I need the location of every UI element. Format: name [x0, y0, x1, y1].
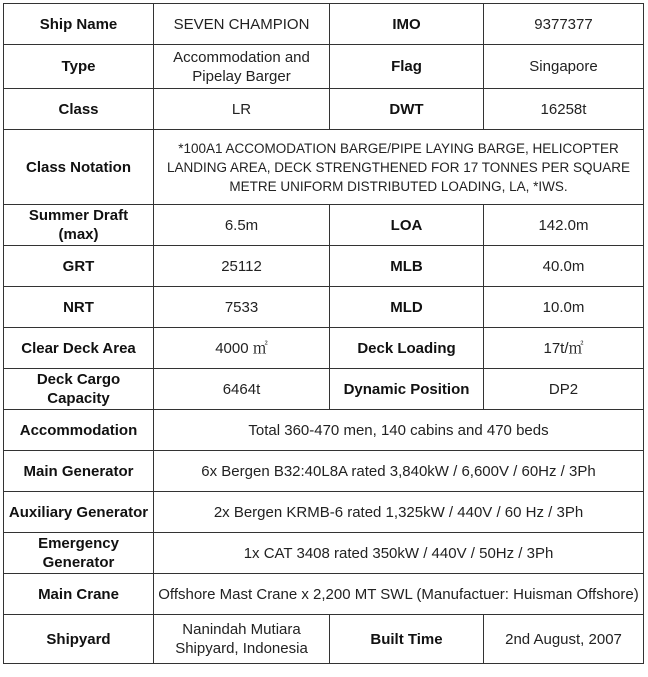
table-row [4, 410, 644, 451]
value-class-notation: *100A1 ACCOMODATION BARGE/PIPE LAYING BARGE, HELICOPTER LANDING AREA, DECK STRENGTHENED FOR 17 TONNES PER SQUARE METRE UNIFORM DISTRIBUTED LOADING, LA, *IWS. [154, 130, 644, 205]
label-auxiliary-generator: Auxiliary Generator [4, 492, 154, 533]
value-main-crane: Offshore Mast Crane x 2,200 MT SWL (Manufactuer: Huisman Offshore) [154, 574, 644, 615]
value-built-time: 2nd August, 2007 [484, 615, 644, 664]
table-row [4, 246, 644, 287]
table-row [4, 451, 644, 492]
table-row [4, 328, 644, 369]
value-main-generator: 6x Bergen B32:40L8A rated 3,840kW / 6,600V / 60Hz / 3Ph [154, 451, 644, 492]
value-loa: 142.0m [484, 205, 644, 246]
label-built-time: Built Time [330, 615, 484, 664]
value-mlb: 40.0m [484, 246, 644, 287]
table-row [4, 492, 644, 533]
label-shipyard: Shipyard [4, 615, 154, 664]
value-clear-deck-area: 4000 ㎡ [154, 328, 330, 369]
value-deck-cargo-capacity: 6464t [154, 369, 330, 410]
value-dwt: 16258t [484, 89, 644, 130]
value-dynamic-position: DP2 [484, 369, 644, 410]
label-clear-deck-area: Clear Deck Area [4, 328, 154, 369]
value-auxiliary-generator: 2x Bergen KRMB-6 rated 1,325kW / 440V / 60 Hz / 3Ph [154, 492, 644, 533]
value-emergency-generator: 1x CAT 3408 rated 350kW / 440V / 50Hz / 3Ph [154, 533, 644, 574]
table-row [4, 89, 644, 130]
table-row [4, 205, 644, 246]
label-summer-draft: Summer Draft (max) [4, 205, 154, 246]
table-row [4, 574, 644, 615]
label-deck-loading: Deck Loading [330, 328, 484, 369]
table-row [4, 130, 644, 205]
label-main-generator: Main Generator [4, 451, 154, 492]
label-emergency-generator: Emergency Generator [4, 533, 154, 574]
value-mld: 10.0m [484, 287, 644, 328]
label-mlb: MLB [330, 246, 484, 287]
label-nrt: NRT [4, 287, 154, 328]
ship-spec-table [3, 3, 644, 664]
value-nrt: 7533 [154, 287, 330, 328]
label-class-notation: Class Notation [4, 130, 154, 205]
label-class: Class [4, 89, 154, 130]
value-deck-loading: 17t/㎡ [484, 328, 644, 369]
value-shipyard: Nanindah Mutiara Shipyard, Indonesia [154, 615, 330, 664]
label-dwt: DWT [330, 89, 484, 130]
value-summer-draft: 6.5m [154, 205, 330, 246]
label-deck-cargo-capacity: Deck Cargo Capacity [4, 369, 154, 410]
value-type: Accommodation and Pipelay Barger [154, 45, 330, 89]
label-main-crane: Main Crane [4, 574, 154, 615]
label-mld: MLD [330, 287, 484, 328]
label-imo: IMO [330, 4, 484, 45]
table-row [4, 45, 644, 89]
table-row [4, 533, 644, 574]
value-class: LR [154, 89, 330, 130]
label-flag: Flag [330, 45, 484, 89]
label-grt: GRT [4, 246, 154, 287]
label-type: Type [4, 45, 154, 89]
value-grt: 25112 [154, 246, 330, 287]
value-flag: Singapore [484, 45, 644, 89]
table-row [4, 287, 644, 328]
table-row [4, 369, 644, 410]
value-imo: 9377377 [484, 4, 644, 45]
label-ship-name: Ship Name [4, 4, 154, 45]
label-accommodation: Accommodation [4, 410, 154, 451]
label-dynamic-position: Dynamic Position [330, 369, 484, 410]
value-accommodation: Total 360-470 men, 140 cabins and 470 beds [154, 410, 644, 451]
table-row [4, 615, 644, 664]
label-loa: LOA [330, 205, 484, 246]
value-ship-name: SEVEN CHAMPION [154, 4, 330, 45]
table-row [4, 4, 644, 45]
